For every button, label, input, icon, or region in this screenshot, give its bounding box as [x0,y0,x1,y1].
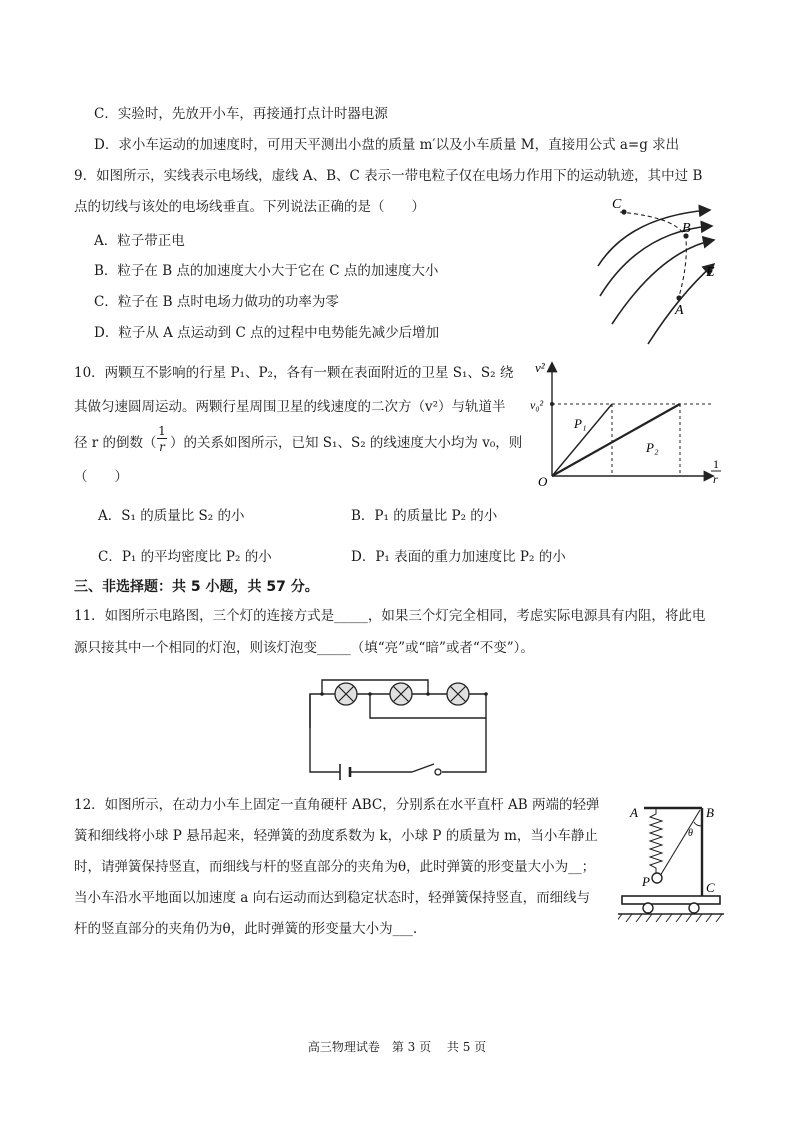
q10-stem-line3a: 径 r 的倒数（ [74,435,157,451]
p2-label: P₂ [646,440,659,455]
switch [412,764,441,775]
x-axis-label-num: 1 [713,457,719,471]
q12-stem-line5: 杆的竖直部分的夹角仍为θ，此时弹簧的形变量大小为___. [74,921,418,937]
point-a-dot [676,295,681,300]
cart-body [622,896,720,904]
q9-stem-line1: 9．如图所示，实线表示电场线，虚线 A、B、C 表示一带电粒子仅在电场力作用下的运动轨迹，其中过 B [74,168,703,184]
q12-stem-line4: 当小车沿水平地面以加速度 a 向右运动而达到稳定状态时，轻弹簧保持竖直，而细线与 [74,890,591,906]
q9-option-a: A．粒子带正电 [94,233,185,249]
q12-cart-figure [618,802,728,926]
q11-stem-line2: 源只接其中一个相同的灯泡，则该灯泡变_____（填“亮”或“暗”或者“不变”）。 [74,640,534,656]
q10-option-d: D．P₁ 表面的重力加速度比 P₂ 的小 [351,549,566,565]
q10-fraction-num: 1 [158,424,166,438]
q12-stem-line2: 簧和细线将小球 P 悬吊起来，轻弹簧的劲度系数为 k，小球 P 的质量为 m，当小车静止 [74,828,598,844]
lamp-3 [447,683,469,705]
string [660,810,700,876]
q12-stem-line1: 12．如图所示，在动力小车上固定一直角硬杆 ABC，分别系在水平直杆 AB 两端的轻弹 [74,797,600,813]
y-axis-label: v² [535,360,545,375]
label-b: B [706,805,714,820]
label-c: C [706,880,715,895]
q10-stem-line1: 10．两颗互不影响的行星 P₁、P₂，各有一颗在表面附近的卫星 S₁、S₂ 绕 [74,365,514,381]
page-footer: 高三物理试卷 第 3 页 共 5 页 [307,1040,487,1054]
point-c-dot [621,209,626,214]
label-p: P [642,874,650,889]
lamp-1 [335,683,357,705]
field-line-1 [598,210,710,266]
theta-arc [694,822,702,826]
q8-option-d: D．求小车运动的加速度时，可用天平测出小盘的质量 m′以及小车质量 M，直接用公式 a=g 求出 [94,137,680,153]
label-a: A [630,805,638,820]
spring [650,808,662,874]
p1-line [552,404,612,476]
q10-stem-line2: 其做匀速圆周运动。两颗行星周围卫星的线速度的二次方（v²）与轨道半 [74,399,506,415]
q12-stem-line3: 时，请弹簧保持竖直，而细线与杆的竖直部分的夹角为θ，此时弹簧的形变量大小为__； [74,859,596,875]
label-theta: θ [688,828,693,839]
ground-hatch [618,914,722,922]
q10-option-a: A．S₁ 的质量比 S₂ 的小 [98,508,245,524]
q9-option-c: C．粒子在 B 点时电场力做功的功率为零 [94,294,339,310]
lamp-2 [390,683,412,705]
q10-stem-line3b: ）的关系如图所示，已知 S₁、S₂ 的线速度大小均为 v₀，则 [170,435,523,451]
label-a: A [675,303,684,318]
q11-circuit-diagram [300,668,500,780]
wheel-right [689,903,699,913]
battery [340,764,350,780]
v0-label: v₀² [530,398,544,412]
q10-option-b: B．P₁ 的质量比 P₂ 的小 [351,508,498,524]
ball-p [652,873,662,883]
field-line-2 [600,226,712,296]
wire-right [442,718,486,772]
q10-graph [530,358,730,488]
q10-fraction-den: r [159,440,165,454]
q9-option-d: D．粒子从 A 点运动到 C 点的过程中电势能先减少后增加 [94,325,440,341]
p1-label: P₁ [574,416,587,431]
label-e: E [706,265,715,280]
q9-stem-line2: 点的切线与该处的电场线垂直。下列说法正确的是（ ） [74,199,425,215]
q8-option-c: C．实验时，先放开小车，再接通打点计时器电源 [94,106,388,122]
p2-line [552,404,680,476]
wire-left [310,694,340,772]
label-c: C [612,197,622,212]
wheel-left [643,903,653,913]
label-b: B [682,221,691,236]
v0-point [550,402,554,406]
q10-stem-line4: （ ） [74,469,128,485]
x-axis-label-den: r [713,472,718,486]
section-three-heading: 三、非选择题：共 5 小题，共 57 分。 [74,579,319,595]
q9-field-figure [590,196,730,346]
field-line-3 [612,240,714,324]
origin-label: O [538,474,548,488]
q11-stem-line1: 11．如图所示电路图，三个灯的连接方式是_____，如果三个灯完全相同，考虑实际电源具有内阻，将此电 [74,608,706,624]
q9-option-b: B．粒子在 B 点的加速度大小大于它在 C 点的加速度大小 [94,263,439,279]
q10-option-c: C．P₁ 的平均密度比 P₂ 的小 [98,549,272,565]
